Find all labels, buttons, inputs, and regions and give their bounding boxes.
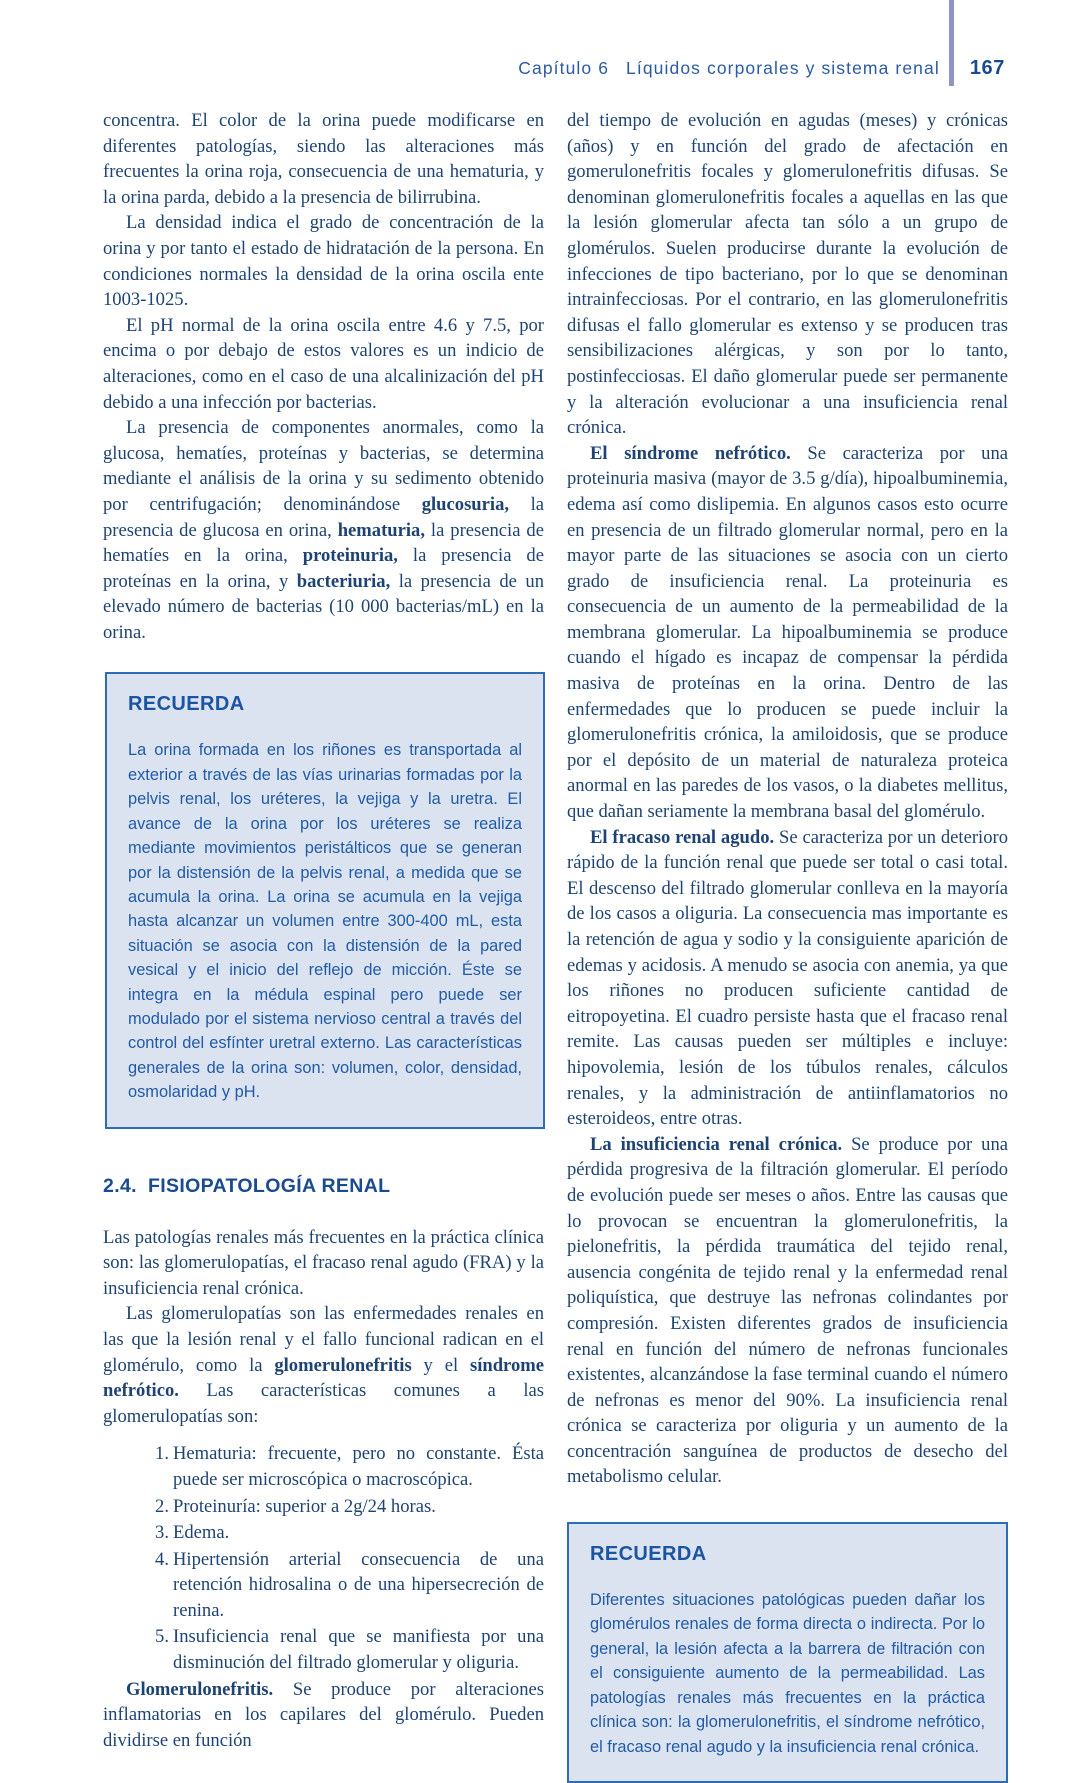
section-heading-fisiopatologia [103, 1175, 544, 1198]
list-item: Hematuria: frecuente, pero no constante. Ésta puede ser microscópica o macroscópica. [173, 1443, 544, 1490]
header-chapter-label: Capítulo 6 [518, 58, 610, 78]
paragraph-glomerulopatias [103, 1301, 544, 1429]
left-column [103, 108, 544, 1753]
term-sindrome-nefrotico: síndrome nefrótico. [103, 1354, 544, 1402]
paragraph-componentes-anormales [103, 415, 544, 645]
term-glomerulonefritis: glomerulonefritis [274, 1354, 412, 1376]
term-proteinuria: proteinuria, [302, 545, 398, 567]
recuerda-text: Diferentes situaciones patológicas pueden dañar los glomérulos renales de forma directa o indirecta. Por lo general, la lesión afecta a la barrera de filtración con el consiguiente aumento de la permeabilidad. Las patologías renales más frecuentes en la práctica clínica son: la glomerulonefritis, el síndrome nefrótico, el fracaso renal agudo y la insuficiencia renal crónica. [590, 1591, 985, 1756]
text-segment: la presencia de proteínas en la orina, y [103, 545, 544, 592]
text-segment: La presencia de componentes anormales, como la glucosa, hematíes, proteínas y bacterias, se determina mediante el análisis de la orina y su sedimento obtenido por centrifugación; denominándose [103, 417, 544, 515]
term-bacteriuria: bacteriuria, [296, 570, 391, 592]
paragraph-concentra: concentra. El color de la orina puede modificarse en diferentes patologías, siendo las alteraciones más frecuentes la orina roja, consecuencia de una hematuria, y la orina parda, debido a la presencia de bilirrubina. [103, 110, 544, 208]
text-segment: Se caracteriza por una proteinuria masiva (mayor de 3.5 g/día), hipoalbuminemia, edema así como dislipemia. En algunos casos esto ocurre en presencia de un filtrado glomerular normal, pero en la mayor parte de las situaciones se asocia con un cierto grado de insuficiencia renal. La proteinuria es consecuencia de un aumento de la permeabilidad de la membrana glomerular. La hipoalbuminemia se produce cuando el hígado es incapaz de compensar la pérdida masiva de proteínas en la orina. Dentro de las enfermedades que lo producen se puede incluir la glomerulonefritis crónica, la amiloidosis, que se produce por el depósito de un material de naturaleza proteica anormal en las paredes de los vasos, o la diabetes mellitus, que dañan seriamente la membrana basal del glomérulo. [567, 442, 1008, 823]
section-number: 2.4. [103, 1174, 137, 1197]
section-title: FISIOPATOLOGÍA RENAL [147, 1174, 391, 1197]
list-item: Proteinuría: superior a 2g/24 horas. [173, 1495, 436, 1517]
list-item: Hipertensión arterial consecuencia de una retención hidrosalina o de una hipersecreción de renina. [173, 1548, 544, 1621]
header-content [518, 57, 1005, 80]
text-segment: y el [411, 1354, 470, 1376]
text-segment: la presencia de un elevado número de bacterias (10 000 bacterias/mL) en la orina. [103, 570, 544, 643]
text-segment: Se caracteriza por un deterioro rápido de la función renal que puede ser total o casi total. El descenso del filtrado glomerular conlleva en la mayoría de los casos a oliguria. La consecuencia mas importante es la retención de agua y sodio y la consiguiente aparición de edemas y acidosis. A menudo se asocia con anemia, ya que los riñones no producen suficiente cantidad de eitropoyetina. El cuadro persiste hasta que el fracaso renal remite. Las causas pueden ser múltiples e incluye: hipovolemia, lesión de los túbulos renales, cálculos renales, y la administración de antiinflamatorios no esteroideos, entre otras. [567, 826, 1008, 1130]
text-segment: Las características comunes a las glomerulopatías son: [103, 1380, 544, 1427]
paragraph-patologias-frecuentes: Las patologías renales más frecuentes en la práctica clínica son: las glomerulopatías, el fracaso renal agudo (FRA) y la insuficiencia renal crónica. [103, 1226, 544, 1299]
paragraph-insuficiencia-renal-cronica [567, 1132, 1008, 1490]
term-glucosuria: glucosuria, [421, 493, 510, 515]
paragraph-sindrome-nefrotico [567, 441, 1008, 825]
recuerda-title: RECUERDA [128, 693, 245, 716]
term-sindrome-nefrotico-lead: El síndrome nefrótico. [590, 442, 791, 464]
paragraph-densidad: La densidad indica el grado de concentración de la orina y por tanto el estado de hidratación de la persona. En condiciones normales la densidad de la orina oscila ente 1003-1025. [103, 212, 544, 311]
recuerda-title: RECUERDA [590, 1543, 707, 1566]
page-header [103, 0, 1005, 90]
recuerda-text: La orina formada en los riñones es transportada al exterior a través de las vías urinarias formadas por la pelvis renal, los uréteres, la vejiga y la uretra. El avance de la orina por los uréteres se realiza mediante movimientos peristálticos que se generan por la distensión de la pelvis renal, a medida que se acumula la orina. La orina se acumula en la vejiga hasta alcanzar un volumen entre 300-400 mL, esta situación se asocia con la distensión de la pared vesical y el inicio del reflejo de micción. Éste se integra en la médula espinal pero puede ser modulado por el sistema nervioso central a través del control del esfínter uretral externo. Las características generales de la orina son: volumen, color, densidad, osmolaridad y pH. [128, 741, 522, 1102]
recuerda-box-left [105, 672, 545, 1128]
text-segment: Se produce por alteraciones inflamatorias en los capilares del glomérulo. Pueden dividirse en función [103, 1678, 544, 1751]
right-column [567, 108, 1008, 1783]
text-segment: Las glomerulopatías son las enfermedades renales en las que la lesión renal y el fallo funcional radican en el glomérulo, como la [103, 1303, 544, 1376]
term-glomerulonefritis-lead: Glomerulonefritis. [126, 1678, 274, 1700]
paragraph-glomerulonefritis-continuation: del tiempo de evolución en agudas (meses) y crónicas (años) y en función del grado de afectación en gomerulonefritis focales y glomerulonefritis difusas. Se denominan glomerulonefritis focales a aquellas en las que la lesión glomerular afecta tan sólo a un grupo de glomérulos. Suelen producirse durante la evolución de infecciones de tipo bacteriano, por lo que se denominan intrainfecciosas. Por el contrario, en las glomerulonefritis difusas el fallo glomerular es extenso y se producen tras sensibilizaciones alérgicas, y son por lo tanto, postinfecciosas. El daño glomerular puede ser permanente y la alteración evolucionar a una insuficiencia renal crónica. [567, 110, 1008, 439]
text-segment: la presencia de glucosa en orina, [103, 493, 544, 541]
text-segment: Se produce por una pérdida progresiva de la filtración glomerular. El período de evolución puede ser meses o años. Entre las causas que lo provocan se encuentran la glomerulonefritis, la pielonefritis, la pérdida traumática del tejido renal, ausencia congénita de tejido renal y la enfermedad renal poliquística, que destruye las nefronas colindantes por compresión. Existen diferentes grados de insuficiencia renal en función del número de nefronas funcionales existentes, alcanzándose la fase terminal cuando el número de nefronas es menor del 90%. La insuficiencia renal crónica se caracteriza por oliguria y un aumento de la concentración sanguínea de productos de desecho del metabolismo celular. [567, 1133, 1008, 1488]
paragraph-fracaso-renal-agudo [567, 825, 1008, 1132]
term-hematuria: hematuria, [337, 519, 425, 541]
page-number: 167 [969, 57, 1005, 79]
term-insuficiencia-renal-cronica-lead: La insuficiencia renal crónica. [590, 1133, 843, 1155]
glomerulopatias-characteristics-list [103, 1441, 544, 1675]
term-fracaso-renal-agudo-lead: El fracaso renal agudo. [590, 826, 775, 848]
header-chapter-title: Líquidos corporales y sistema renal [626, 58, 940, 78]
paragraph-ph: El pH normal de la orina oscila entre 4.6 y 7.5, por encima o por debajo de estos valores es un indicio de alteraciones, como en el caso de una alcalinización del pH debido a una infección por bacterias. [103, 314, 544, 413]
recuerda-box-right [567, 1522, 1008, 1783]
paragraph-glomerulonefritis [103, 1677, 544, 1754]
list-item: Insuficiencia renal que se manifiesta por una disminución del filtrado glomerular y oliguria. [173, 1626, 544, 1674]
list-item: Edema. [173, 1522, 230, 1544]
text-segment: la presencia de hematíes en la orina, [103, 519, 544, 567]
